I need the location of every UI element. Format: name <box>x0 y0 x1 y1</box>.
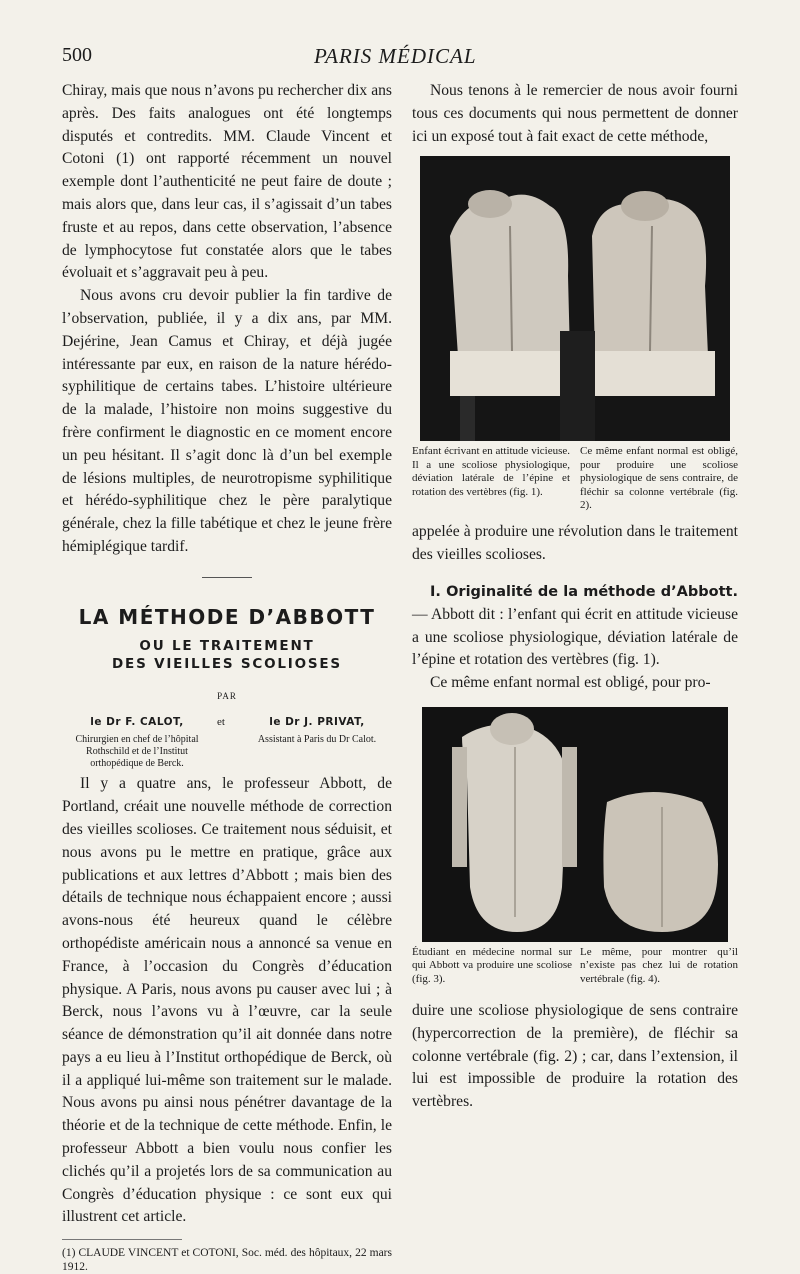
figure-3-4-photo <box>422 707 728 942</box>
figure-caption: Ce même enfant normal est obligé, pour produire une scoliose physiologique de sens contraire, de fléchir sa colonne vertébrale (fig. 2). <box>580 445 738 512</box>
figure-caption: Enfant écrivant en attitude vicieuse. Il a une scoliose physiologique, déviation latérale de l’épine et rotation des vertèbres (fig. 1). <box>412 445 570 498</box>
paragraph: Il y a quatre ans, le professeur Abbott, de Portland, créait une nouvelle méthode de correction des vieilles scolioses. Ce traitement nous séduisit, et nous avons pu le mettre en pratique, grâce aux publications et aux lettres d’Abbott ; mais bien des détails de technique nous échappaient encore ; aussi avons-nous été heureux quand le célèbre orthopédiste américain nous a annoncé sa venue en France, à l’occasion du Congrès d’éducation physique. A Paris, nous avons pu causer avec lui ; à Berck, nous l’avons vu à l’œuvre, car la seule séance de démonstration qu’il ait donnée dans notre pays a eu lieu à l’Institut orthopédique de Berck, où il a appliqué lui-même son traitement sur le malade. Nous avons pu ainsi nous pénétrer davantage de la théorie et de la technique de cette méthode. Enfin, le professeur Abbott a bien voulu nous confier les clichés qu’il a projetés lors de sa communication au Congrès d’éducation physique : ce sont eux qui illustrent cet article. <box>62 775 392 1226</box>
photo-medical-student <box>422 707 728 942</box>
paragraph: Nous tenons à le remercier de nous avoir fourni tous ces documents qui nous permettent de donner ici un exposé tout à fait exact de cette méthode, <box>412 82 738 145</box>
paragraph: duire une scoliose physiologique de sens contraire (hypercorrection de la première), de fléchir sa colonne vertébrale (fig. 2) ; car, dans l’extension, il lui est impossible de produire la rotation des vertèbres. <box>412 1001 738 1111</box>
author-name: le Dr F. CALOT, <box>90 716 184 729</box>
authors-block <box>62 711 392 770</box>
running-head <box>62 44 738 70</box>
footnote-rule <box>62 1239 182 1240</box>
paragraph: Ce même enfant normal est obligé, pour pro- <box>430 674 711 692</box>
figure-1-2-captions <box>412 445 738 511</box>
author-affiliation: Chirurgien en chef de l’hôpital Rothschild et de l’Institut orthopédique de Berck. <box>75 734 199 770</box>
section-paragraph <box>412 581 738 672</box>
photo-writing-child <box>420 156 730 441</box>
paragraph: appelée à produire une révolution dans le traitement des vieilles scolioses. <box>412 523 738 564</box>
left-column <box>62 80 392 1274</box>
article-subtitle: OU LE TRAITEMENT <box>139 637 315 654</box>
figure-caption: Le même, pour montrer qu’il n’existe pas chez lui de rotation vertébrale (fig. 4). <box>580 945 738 985</box>
author-name: le Dr J. PRIVAT, <box>269 716 365 729</box>
article-title: LA MÉTHODE D’ABBOTT <box>78 604 376 629</box>
author-conjunction: et <box>217 716 225 729</box>
article-subtitle: DES VIEILLES SCOLIOSES <box>112 655 342 672</box>
paragraph: Nous avons cru devoir publier la fin tardive de l’observation, publiée, il y a dix ans, par MM. Dejérine, Jean Camus et Chiray, et déjà jugée intéressante par eux, en raison de la nature hérédo-syphilitique de certains tabes. L’histoire ultérieure de la malade, l’histoire non moins suggestive du frère confirment le diagnostic en ce moment encore un peu hésitant. Il s’agit donc là d’un bel exemple de lésions multiples, de neurotropisme syphilitique et hérédo-syphilitique chez le père paralytique générale, chez la fille tabétique et chez le jeune frère hémiplégique tardif. <box>62 287 392 555</box>
figure-1-2-photo <box>420 156 730 441</box>
by-line: PAR <box>217 690 237 701</box>
footnote: (1) CLAUDE VINCENT et COTONI, Soc. méd. des hôpitaux, 22 mars 1912. <box>62 1247 392 1274</box>
right-column <box>412 80 738 1114</box>
section-text: — Abbott dit : l’enfant qui écrit en attitude vicieuse a une scoliose physiologique, déviation latérale de l’épine et rotation des vertèbres (fig. 1). <box>412 605 738 669</box>
paragraph: Chiray, mais que nous n’avons pu rechercher dix ans après. Des faits analogues ont été longtemps disputés et contredits. MM. Claude Vincent et Cotoni (1) ont rapporté récemment un nouvel exemple dont l’authenticité ne peut faire de doute ; mais alors que, dans leur cas, il s’agissait d’un tabes fruste et au repos, dans cette observation, l’absence de lymphocytose fut constatée alors que le tabes évoluait et s’aggravait peu à peu. <box>62 82 392 282</box>
author-calot <box>62 711 212 770</box>
figure-3-4-captions <box>412 946 738 990</box>
author-affiliation: Assistant à Paris du Dr Calot. <box>257 734 377 746</box>
author-privat <box>242 711 392 746</box>
figure-caption: Étudiant en médecine normal sur qui Abbott va produire une scoliose (fig. 3). <box>412 945 572 985</box>
section-heading: I. Originalité de la méthode d’Abbott. <box>430 583 738 600</box>
journal-title: PARIS MÉDICAL <box>314 44 477 68</box>
section-divider <box>202 577 252 578</box>
page-number: 500 <box>62 44 92 66</box>
